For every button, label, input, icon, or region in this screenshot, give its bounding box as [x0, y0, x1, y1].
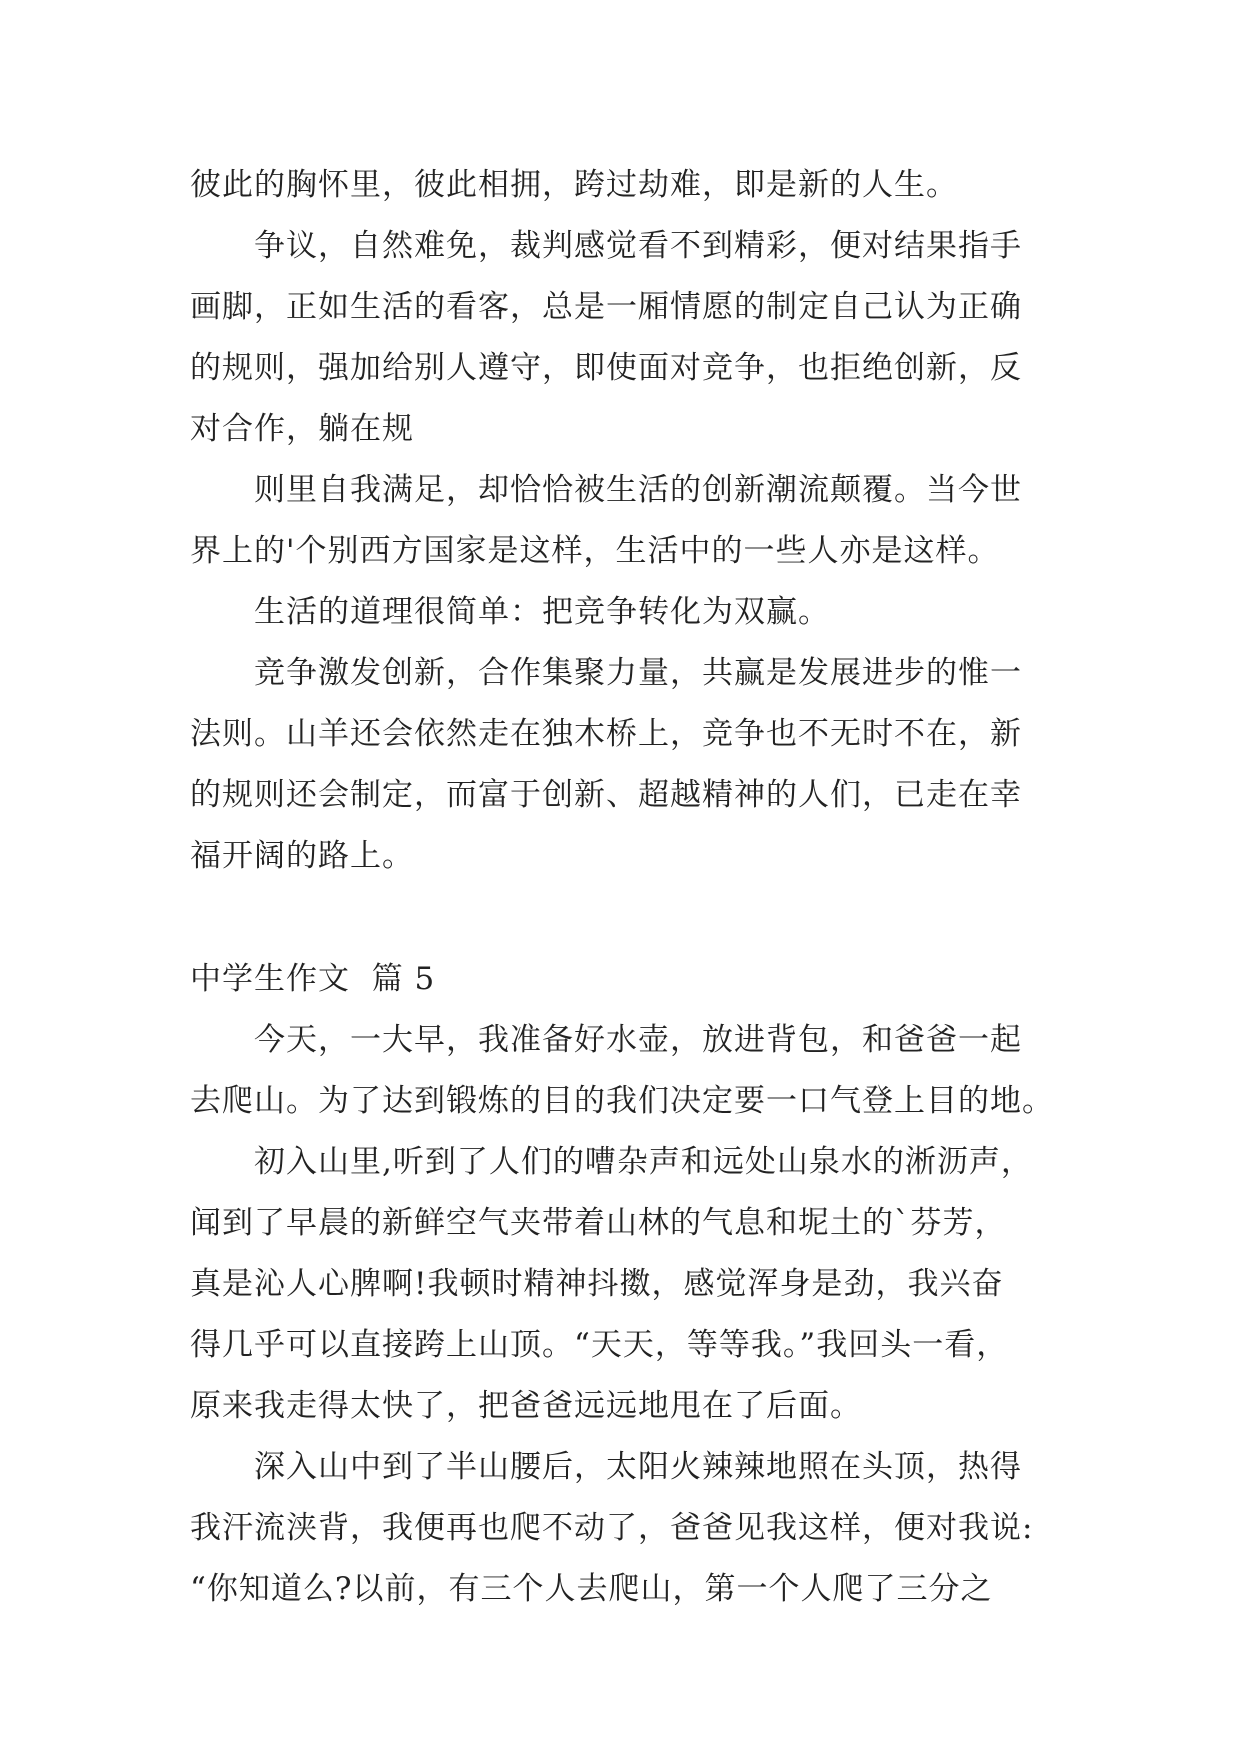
text-line: 今天，一大早，我准备好水壶，放进背包，和爸爸一起: [254, 1022, 1022, 1058]
text-line: 得几乎可以直接跨上山顶。“天天，等等我。”我回头一看，: [190, 1327, 1009, 1363]
text-line: 界上的'个别西方国家是这样，生活中的一些人亦是这样。: [190, 533, 1000, 569]
text-line: 深入山中到了半山腰后，太阳火辣辣地照在头顶，热得: [254, 1449, 1022, 1485]
text-line: 真是沁人心脾啊!我顿时精神抖擞，感觉浑身是劲，我兴奋: [190, 1266, 1004, 1302]
text-line: 的规则还会制定，而富于创新、超越精神的人们，已走在幸: [190, 777, 1022, 813]
text-line: 原来我走得太快了，把爸爸远远地甩在了后面。: [190, 1388, 862, 1424]
text-line: 生活的道理很简单：把竞争转化为双赢。: [254, 594, 830, 630]
text-line: 我汗流浃背，我便再也爬不动了，爸爸见我这样，便对我说:: [190, 1510, 1034, 1546]
text-line: 则里自我满足，却恰恰被生活的创新潮流颠覆。当今世: [254, 472, 1022, 508]
text-line: “你知道么?以前，有三个人去爬山，第一个人爬了三分之: [190, 1571, 993, 1607]
text-line: 闻到了早晨的新鲜空气夹带着山林的气息和坭土的`芬芳，: [190, 1205, 1007, 1241]
text-line: 初入山里,听到了人们的嘈杂声和远处山泉水的淅沥声，: [254, 1144, 1033, 1180]
text-line: 彼此的胸怀里，彼此相拥，跨过劫难，即是新的人生。: [190, 167, 958, 203]
text-line: 法则。山羊还会依然走在独木桥上，竞争也不无时不在，新: [190, 716, 1022, 752]
text-line: 福开阔的路上。: [190, 838, 414, 874]
text-line: 对合作，躺在规: [190, 411, 414, 447]
section-gap: [190, 887, 1060, 949]
text-line: 去爬山。为了达到锻炼的目的我们决定要一口气登上目的地。: [190, 1083, 1054, 1119]
section-heading: 中学生作文 篇 5: [190, 961, 436, 997]
text-line: 画脚，正如生活的看客，总是一厢情愿的制定自己认为正确: [190, 289, 1022, 325]
text-line: 的规则，强加给别人遵守，即使面对竞争，也拒绝创新，反: [190, 350, 1022, 386]
text-line: 竞争激发创新，合作集聚力量，共赢是发展进步的惟一: [254, 655, 1022, 691]
text-line: 争议，自然难免，裁判感觉看不到精彩，便对结果指手: [254, 228, 1022, 264]
document-body: [190, 155, 1060, 1620]
